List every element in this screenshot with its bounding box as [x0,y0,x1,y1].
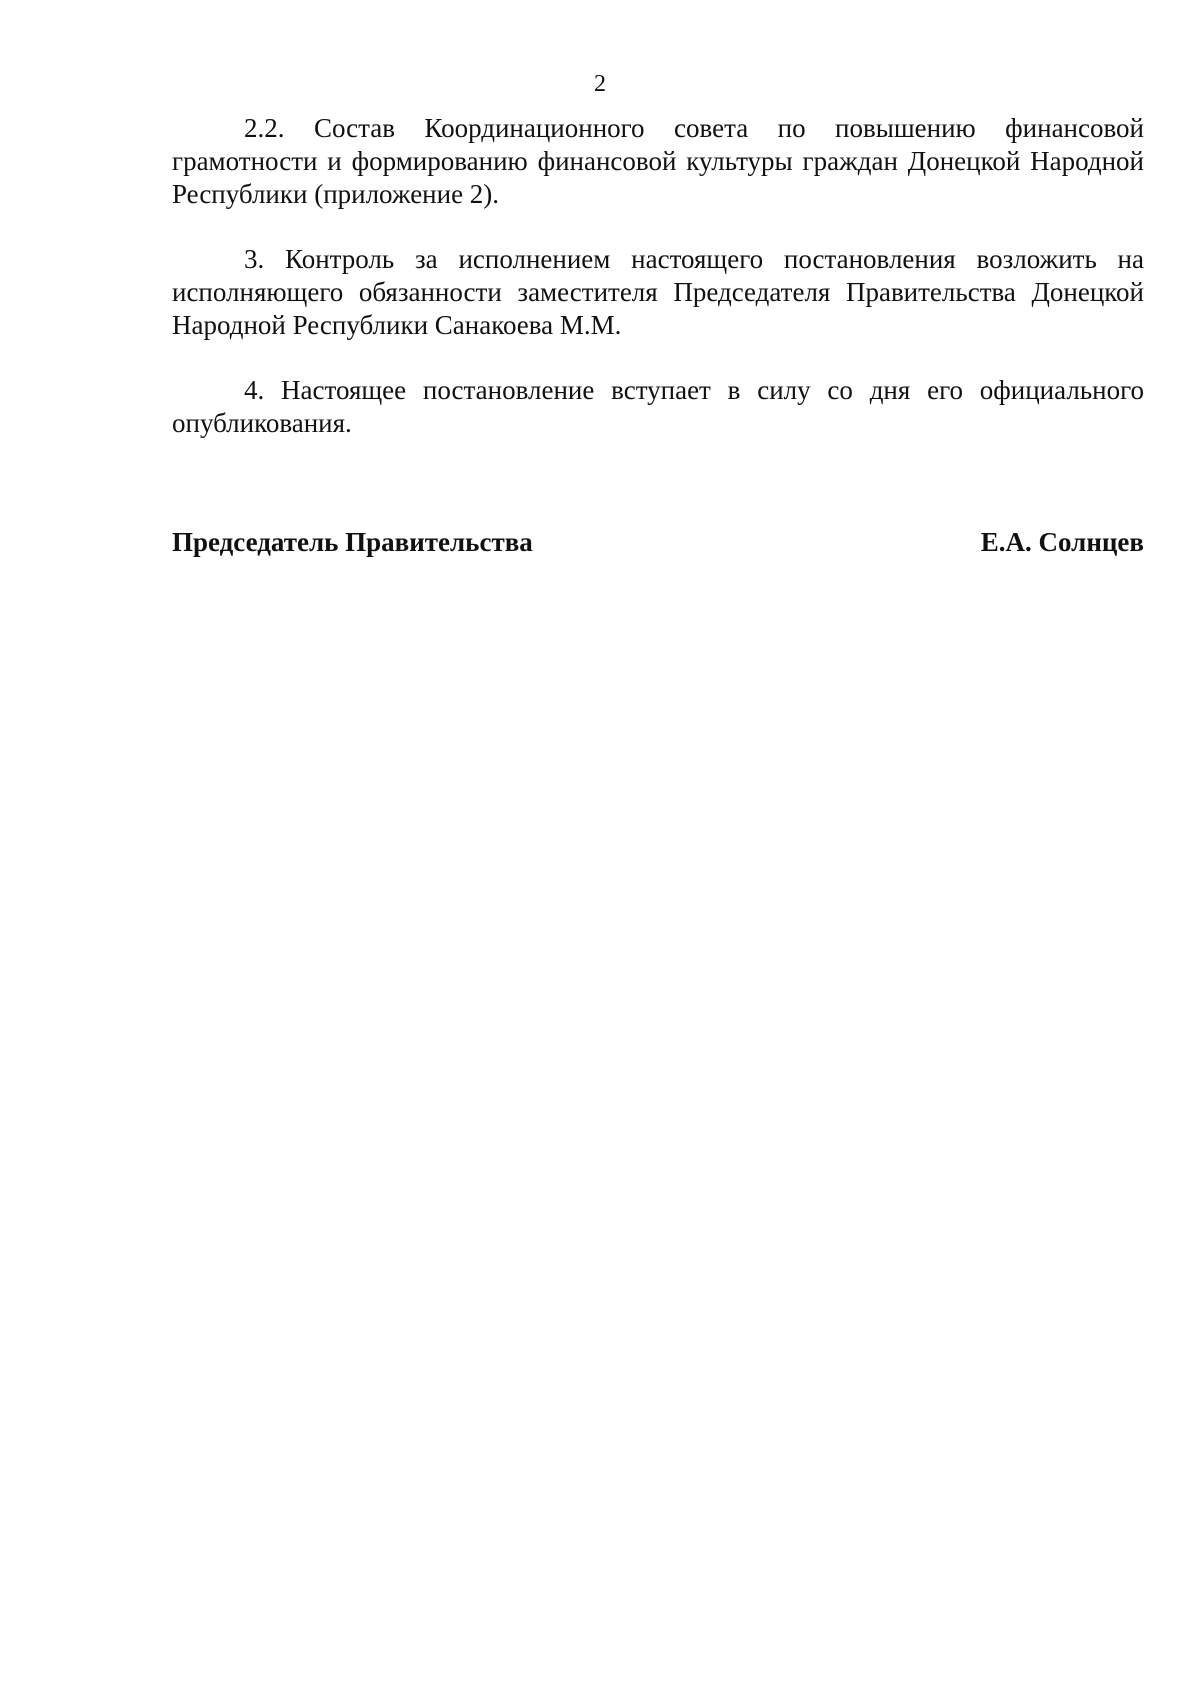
paragraph-2-2: 2.2. Состав Координационного совета по повышению финансовой грамотности и формированию финансовой культуры граждан Донецкой Народной Республики (приложение 2). [172,113,1144,209]
paragraph-3: 3. Контроль за исполнением настоящего постановления возложить на исполняющего обязанности заместителя Председателя Правительства Донецкой Народной Республики Санакоева М.М. [172,244,1144,340]
document-body [172,112,1144,440]
page-number: 2 [594,71,606,97]
signatory-name: Е.А. Солнцев [980,527,1144,557]
paragraph-4: 4. Настоящее постановление вступает в силу со дня его официального опубликования. [172,375,1144,438]
signatory-title: Председатель Правительства [172,527,533,557]
signature-block [172,526,1144,559]
